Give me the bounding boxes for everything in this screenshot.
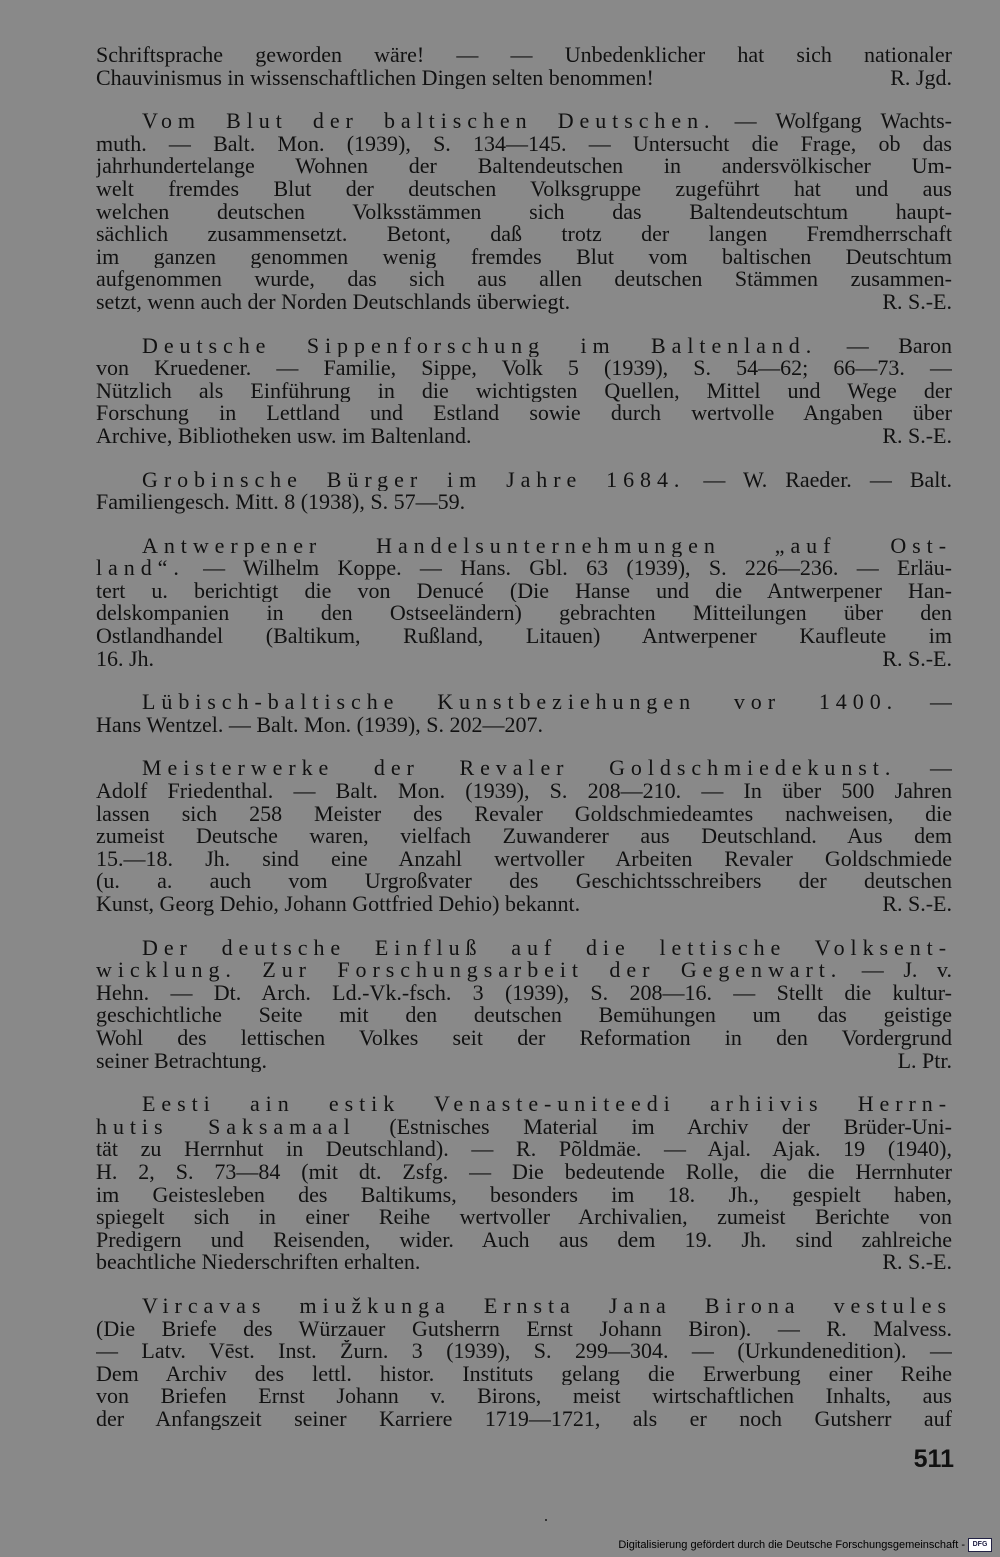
entry-gap (96, 1072, 952, 1093)
line-text: von Kruedener. — Familie, Sippe, Volk 5 (1939), S. 54—62; 66—73. — (96, 357, 952, 380)
text-line (96, 469, 952, 492)
reviewer-signature: R. S.-E. (882, 290, 952, 314)
line-text: — W. Raeder. — Balt. (685, 468, 952, 492)
line-text: Schriftsprache geworden wäre! — — Unbedenklicher hat sich nationaler (96, 44, 952, 67)
text-line (96, 602, 952, 625)
text-line (96, 1408, 952, 1431)
bibliography-entry (96, 44, 952, 89)
text-line (96, 825, 952, 848)
line-text: — Baron (817, 334, 952, 358)
text-line (96, 714, 952, 737)
text-line (96, 1116, 952, 1139)
text-line (96, 937, 952, 960)
text-line (96, 848, 952, 871)
entry-gap (96, 736, 952, 757)
text-line (96, 870, 952, 893)
line-text: von Briefen Ernst Johann v. Birons, meist wirtschaftlichen Inhalts, aus (96, 1385, 952, 1408)
text-line (96, 535, 952, 558)
text-line (96, 223, 952, 246)
bibliography-entry (96, 1093, 952, 1274)
text-line (96, 1161, 952, 1184)
line-text: tert u. berichtigt die von Denucé (Die Hanse und die Antwerpener Han- (96, 579, 952, 603)
line-text: geschichtliche Seite mit den deutschen Bemühungen um das geistige (96, 1004, 952, 1027)
line-text: Hans Wentzel. — Balt. Mon. (1939), S. 202—207. (96, 713, 543, 737)
entry-gap (96, 448, 952, 469)
line-text: seiner Betrachtung. (96, 1049, 268, 1073)
line-text: Wohl des lettischen Volkes seit der Reformation in den Vordergrund (96, 1026, 952, 1050)
scan-speck (545, 1519, 547, 1521)
bibliography-entry (96, 469, 952, 514)
line-text: sächlich zusammensetzt. Betont, daß trotz der langen Fremdherrschaft (96, 223, 952, 246)
text-line (96, 1206, 952, 1229)
text-line (96, 1004, 952, 1027)
line-text: — Latv. Vēst. Inst. Žurn. 3 (1939), S. 299—304. — (Urkundenedition). — (96, 1340, 952, 1363)
text-line (96, 291, 952, 314)
footer-text: Digitalisierung gefördert durch die Deutsche Forschungsgemeinschaft - (618, 1539, 965, 1551)
line-text: — Wolfgang Wachts- (715, 110, 952, 133)
text-line (96, 557, 952, 580)
text-line (96, 1385, 952, 1408)
bibliography-entry (96, 535, 952, 671)
reviewer-signature: R. S.-E. (882, 893, 952, 916)
line-text: zumeist Deutsche waren, vielfach Zuwanderer aus Deutschland. Aus dem (96, 825, 952, 848)
line-text: (u. a. auch vom Urgroßvater des Geschichtsschreibers der deutschen (96, 870, 952, 893)
text-line (96, 1318, 952, 1341)
text-line (96, 959, 952, 982)
text-line (96, 757, 952, 780)
line-text: (Estnisches Material im Archiv der Brüder-Uni- (355, 1115, 952, 1139)
line-text: 15.—18. Jh. sind eine Anzahl wertvoller Arbeiten Revaler Goldschmiede (96, 847, 952, 871)
spaced-title: hutis Saksamaal (96, 1115, 356, 1139)
reviewer-signature: L. Ptr. (897, 1049, 952, 1073)
line-text: Predigern und Reisenden, wider. Auch aus dem 19. Jh. sind zahlreiche (96, 1228, 952, 1252)
text-line (96, 1184, 952, 1207)
line-text: Familiengesch. Mitt. 8 (1938), S. 57—59. (96, 491, 466, 514)
reviewer-signature: R. S.-E. (882, 1251, 952, 1274)
text-line (96, 402, 952, 425)
line-text: jahrhundertelange Wohnen der Baltendeutschen in andersvölkischer Um- (96, 155, 952, 178)
text-line (96, 380, 952, 403)
spaced-title: Antwerpener Handelsunternehmungen „auf Ost- (142, 534, 952, 558)
entry-gap (96, 89, 952, 110)
text-line (96, 178, 952, 201)
text-line (96, 580, 952, 603)
dfg-logo-icon: DFG (968, 1538, 992, 1552)
text-line (96, 1251, 952, 1274)
text-line (96, 1138, 952, 1161)
page-number: 511 (913, 1445, 954, 1473)
line-text: H. 2, S. 73—84 (mit dt. Zsfg. — Die bedeutende Rolle, die die Herrnhuter (96, 1160, 952, 1184)
bibliography-entry (96, 110, 952, 313)
spaced-title: wicklung. Zur Forschungsarbeit der Gegenwart. (96, 959, 843, 982)
text-line (96, 491, 952, 514)
line-text: Nützlich als Einführung in die wichtigsten Quellen, Mittel und Wege der (96, 379, 952, 403)
spaced-title: Deutsche Sippenforschung im Baltenland. (142, 334, 818, 358)
bibliography-entry (96, 757, 952, 915)
spaced-title: Vircavas miužkunga Ernsta Jana Birona vestules (142, 1294, 952, 1318)
entry-gap (96, 314, 952, 335)
text-line (96, 780, 952, 803)
text-line (96, 44, 952, 67)
line-text: Hehn. — Dt. Arch. Ld.-Vk.-fsch. 3 (1939), S. 208—16. — Stellt die kultur- (96, 981, 952, 1005)
text-line (96, 893, 952, 916)
text-line (96, 625, 952, 648)
bibliography-entry (96, 335, 952, 448)
reviewer-signature: R. S.-E. (882, 647, 952, 671)
line-text: Archive, Bibliotheken usw. im Baltenland. (96, 424, 472, 448)
line-text: Dem Archiv des lettl. histor. Instituts gelang die Erwerbung einer Reihe (96, 1362, 952, 1386)
spaced-title: land“. (96, 557, 185, 580)
text-line (96, 201, 952, 224)
text-line (96, 246, 952, 269)
text-line (96, 133, 952, 156)
line-text: spiegelt sich in einer Reihe wertvoller Archivalien, zumeist Berichte von (96, 1206, 952, 1229)
line-text: setzt, wenn auch der Norden Deutschlands überwiegt. (96, 290, 571, 314)
text-line (96, 1363, 952, 1386)
line-text: delskompanien in den Ostseeländern) gebrachten Mitteilungen über den (96, 602, 952, 626)
line-text: (Die Briefe des Würzauer Gutsherrn Ernst Johann Biron). — R. Malvess. (96, 1317, 952, 1341)
line-text: lassen sich 258 Meister des Revaler Goldschmiedeamtes nachweisen, die (96, 802, 952, 826)
text-line (96, 648, 952, 671)
reviewer-signature: R. S.-E. (882, 424, 952, 448)
text-line (96, 425, 952, 448)
spaced-title: Grobinsche Bürger im Jahre 1684. (142, 468, 686, 492)
text-line (96, 1229, 952, 1252)
line-text: Kunst, Georg Dehio, Johann Gottfried Dehio) bekannt. (96, 893, 581, 916)
reviewer-signature: R. Jgd. (890, 66, 952, 90)
spaced-title: Lübisch-baltische Kunstbeziehungen vor 1400. (142, 691, 899, 714)
text-line (96, 110, 952, 133)
spaced-title: Eesti ain estik Venaste-uniteedi arhiivis Herrn- (142, 1093, 952, 1116)
text-line (96, 335, 952, 358)
line-text: Ostlandhandel (Baltikum, Rußland, Litauen) Antwerpener Kaufleute im (96, 625, 952, 648)
text-line (96, 1050, 952, 1073)
line-text: 16. Jh. (96, 647, 155, 671)
line-text: — (898, 691, 952, 714)
line-text: Adolf Friedenthal. — Balt. Mon. (1939), S. 208—210. — In über 500 Jahren (96, 780, 952, 803)
line-text: im ganzen genommen wenig fremdes Blut vom baltischen Deutschtum (96, 245, 952, 269)
text-line (96, 67, 952, 90)
line-text: welchen deutschen Volksstämmen sich das Baltendeutschtum haupt- (96, 200, 952, 224)
bibliography-entry (96, 937, 952, 1073)
line-text: welt fremdes Blut der deutschen Volksgruppe zugeführt hat und aus (96, 177, 952, 201)
text-line (96, 155, 952, 178)
text-line (96, 1027, 952, 1050)
spaced-title: Meisterwerke der Revaler Goldschmiedekunst. (142, 757, 897, 781)
line-text: aufgenommen wurde, das sich aus allen deutschen Stämmen zusammen- (96, 268, 952, 291)
line-text: Chauvinismus in wissenschaftlichen Dingen selten benommen! (96, 66, 654, 90)
text-line (96, 357, 952, 380)
text-line (96, 1093, 952, 1116)
text-line (96, 982, 952, 1005)
text-line (96, 1340, 952, 1363)
bibliography-entry (96, 691, 952, 736)
spaced-title: Vom Blut der baltischen Deutschen. (142, 110, 716, 133)
bibliography-entry (96, 1295, 952, 1431)
line-text: — (896, 757, 952, 781)
entry-gap (96, 916, 952, 937)
text-line (96, 268, 952, 291)
line-text: — J. v. (842, 959, 952, 982)
line-text: tät zu Herrnhut in Deutschland). — R. Põldmäe. — Ajal. Ajak. 19 (1940), (96, 1138, 952, 1161)
line-text: beachtliche Niederschriften erhalten. (96, 1251, 421, 1274)
text-line (96, 1295, 952, 1318)
entry-gap (96, 1274, 952, 1295)
line-text: Forschung in Lettland und Estland sowie durch wertvolle Angaben über (96, 402, 952, 425)
spaced-title: Der deutsche Einfluß auf die lettische Volksent- (142, 936, 952, 960)
line-text: muth. — Balt. Mon. (1939), S. 134—145. — Untersucht die Frage, ob das (96, 132, 952, 156)
line-text: — Wilhelm Koppe. — Hans. Gbl. 63 (1939), S. 226—236. — Erläu- (184, 557, 952, 580)
line-text: im Geistesleben des Baltikums, besonders im 18. Jh., gespielt haben, (96, 1183, 952, 1207)
page-body (96, 44, 952, 1430)
footer-credit (618, 1538, 992, 1552)
text-line (96, 803, 952, 826)
text-line (96, 691, 952, 714)
entry-gap (96, 670, 952, 691)
line-text: der Anfangszeit seiner Karriere 1719—1721, als er noch Gutsherr auf (96, 1407, 952, 1431)
entry-gap (96, 514, 952, 535)
